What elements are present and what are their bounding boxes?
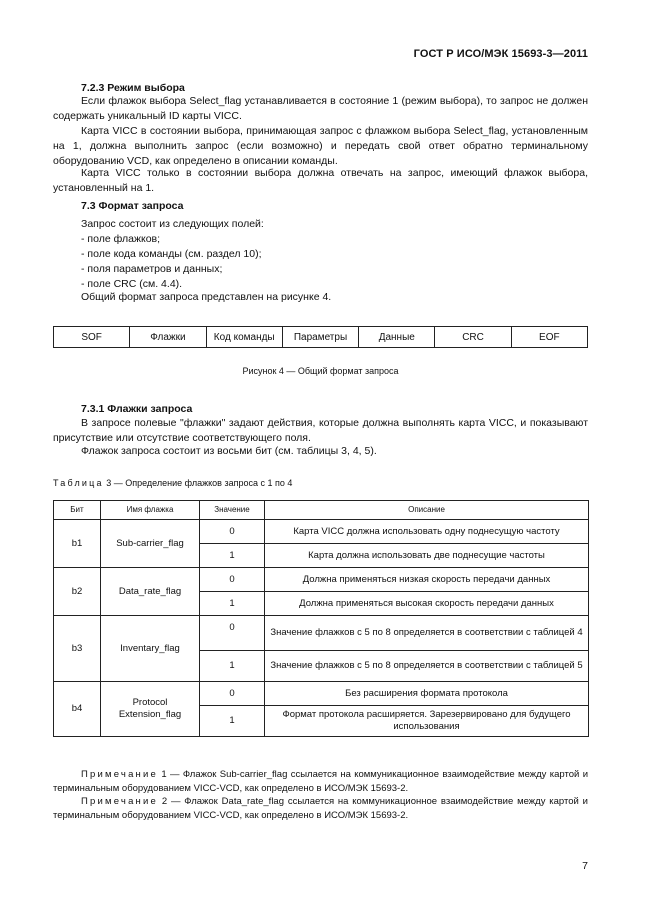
description-cell: Карта должна использовать две поднесущие частоты: [265, 544, 589, 568]
description-cell: Значение флажков с 5 по 8 определяется в соответствии с таблицей 4: [265, 616, 589, 651]
paragraph: Флажок запроса состоит из восьми бит (см. таблицы 3, 4, 5).: [81, 445, 377, 457]
value-cell: 0: [200, 616, 265, 651]
section-title-7-2-3: 7.2.3 Режим выбора: [81, 82, 185, 94]
table-caption-label: Таблица: [53, 478, 104, 488]
field-sof: SOF: [54, 327, 130, 347]
table-row: [54, 616, 589, 651]
note-1: [53, 768, 588, 795]
paragraph: Запрос состоит из следующих полей:: [81, 218, 264, 230]
flag-name-cell: Sub-carrier_flag: [101, 520, 200, 568]
note-label: Примечание: [81, 769, 158, 780]
list-item: - поле CRC (см. 4.4).: [81, 278, 183, 290]
paragraph: В запросе полевые "флажки" задают действия, которые должна выполнять карта VICC, и показывают присутствие или отсутствие соответствующего поля.: [53, 417, 588, 444]
table-row: [54, 568, 589, 592]
description-cell: Значение флажков с 5 по 8 определяется в соответствии с таблицей 5: [265, 651, 589, 682]
description-cell: Должна применяться низкая скорость передачи данных: [265, 568, 589, 592]
field-crc: CRC: [435, 327, 511, 347]
request-flags-table: [53, 500, 589, 737]
table-row: [54, 682, 589, 706]
table-row: [54, 520, 589, 544]
value-cell: 1: [200, 651, 265, 682]
bit-cell: b1: [54, 520, 101, 568]
note-text: 2 — Флажок Data_rate_flag ссылается на коммуникационное взаимодействие между картой и терминальным оборудованием VICC-VCD, как определено в ИСО/МЭК 15693-2.: [53, 796, 588, 821]
note-text: 1 — Флажок Sub-carrier_flag ссылается на коммуникационное взаимодействие между картой и терминальным оборудованием VICC-VCD, как определено в ИСО/МЭК 15693-2.: [53, 769, 589, 794]
flag-name-cell: Inventary_flag: [101, 616, 200, 682]
flag-name-cell: Protocol Extension_flag: [101, 682, 200, 737]
value-cell: 0: [200, 682, 265, 706]
paragraph: Карта VICC в состоянии выбора, принимающая запрос с флажком выбора Select_flag, установленным на 1, должна выполнить запрос (если возможно) и передать свой ответ обратно терминальному оборудованию VCD, как определено в описании команды.: [53, 125, 588, 167]
table-caption-text: 3 — Определение флажков запроса с 1 по 4: [106, 478, 293, 488]
description-cell: Карта VICC должна использовать одну поднесущую частоту: [265, 520, 589, 544]
document-header: ГОСТ Р ИСО/МЭК 15693-3—2011: [413, 48, 588, 60]
paragraph: Карта VICC только в состоянии выбора должна отвечать на запрос, имеющий флажок выбора, установленный на 1.: [53, 167, 588, 194]
section-title-7-3-1: 7.3.1 Флажки запроса: [81, 403, 193, 415]
value-cell: 0: [200, 568, 265, 592]
bit-cell: b2: [54, 568, 101, 616]
value-cell: 1: [200, 544, 265, 568]
field-flags: Флажки: [130, 327, 206, 347]
header-flag-name: Имя флажка: [101, 501, 200, 520]
bit-cell: b4: [54, 682, 101, 737]
bit-cell: b3: [54, 616, 101, 682]
section-title-7-3: 7.3 Формат запроса: [81, 200, 184, 212]
list-item: - поля параметров и данных;: [81, 263, 223, 275]
list-item: - поле кода команды (см. раздел 10);: [81, 248, 262, 260]
description-cell: Без расширения формата протокола: [265, 682, 589, 706]
table-header-row: [54, 501, 589, 520]
request-format-figure: [53, 326, 588, 348]
header-bit: Бит: [54, 501, 101, 520]
figure-caption: Рисунок 4 — Общий формат запроса: [242, 366, 399, 376]
field-parameters: Параметры: [283, 327, 359, 347]
description-cell: Формат протокола расширяется. Зарезервировано для будущего использования: [265, 706, 589, 737]
list-item: - поле флажков;: [81, 233, 161, 245]
page-number: 7: [582, 860, 588, 872]
note-2: [53, 795, 588, 822]
value-cell: 1: [200, 592, 265, 616]
paragraph: Общий формат запроса представлен на рисунке 4.: [81, 291, 332, 303]
paragraph: Если флажок выбора Select_flag устанавливается в состояние 1 (режим выбора), то запрос не должен содержать уникальный ID карты VICC.: [53, 95, 588, 122]
note-label: Примечание: [81, 796, 158, 807]
header-value: Значение: [200, 501, 265, 520]
header-description: Описание: [265, 501, 589, 520]
field-command-code: Код команды: [207, 327, 283, 347]
flag-name-cell: Data_rate_flag: [101, 568, 200, 616]
description-cell: Должна применяться высокая скорость передачи данных: [265, 592, 589, 616]
field-data: Данные: [359, 327, 435, 347]
field-eof: EOF: [539, 331, 560, 343]
value-cell: 1: [200, 706, 265, 737]
value-cell: 0: [200, 520, 265, 544]
table-caption: [53, 478, 292, 488]
